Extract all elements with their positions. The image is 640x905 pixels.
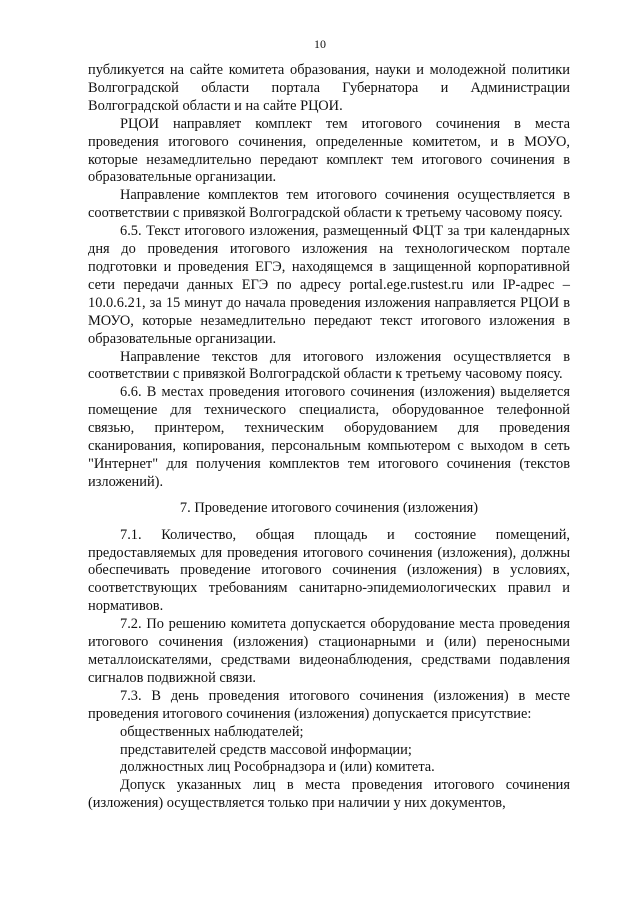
- paragraph-6-5: 6.5. Текст итогового изложения, размещенный ФЦТ за три календарных дня до проведения итогового изложения на технологическом портале подготовки и проведения ЕГЭ, находящемся в защищенной корпоративной сети передачи данных ЕГЭ по адресу portal.ege.rustest.ru или IP-адрес – 10.0.6.21, за 15 минут до начала проведения изложения направляется РЦОИ в МОУО, которые незамедлительно передают текст итогового изложения в образовательные организации.: [88, 223, 570, 347]
- paragraph-admission: Допуск указанных лиц в места проведения итогового сочинения (изложения) осуществляется только при наличии у них документов,: [88, 777, 570, 812]
- list-item: представителей средств массовой информации;: [120, 741, 412, 758]
- paragraph-topics-timezone: Направление комплектов тем итогового сочинения осуществляется в соответствии с привязкой Волгоградской области к третьему часовому поясу.: [88, 187, 570, 222]
- paragraph-7-2: 7.2. По решению комитета допускается оборудование места проведения итогового сочинения (изложения) стационарными и (или) переносными металлоискателями, средствами видеонаблюдения, средствами подавления сигналов подвижной связи.: [88, 616, 570, 686]
- paragraph-7-1: 7.1. Количество, общая площадь и состояние помещений, предоставляемых для проведения итогового сочинения (изложения), должны обеспечивать проведение итогового сочинения (изложения) в условиях, соответствующих требованиям санитарно-эпидемиологических правил и нормативов.: [88, 526, 570, 615]
- list-item: общественных наблюдателей;: [120, 723, 304, 740]
- paragraph-continuation: публикуется на сайте комитета образования, науки и молодежной политики Волгоградской области портала Губернатора и Администрации Волгоградской области и на сайте РЦОИ.: [88, 62, 570, 114]
- paragraph-rcoi-topics: РЦОИ направляет комплект тем итогового сочинения в места проведения итогового сочинения, определенные комитетом, и в МОУО, которые незамедлительно передают комплект тем итогового сочинения в образовательные организации.: [88, 115, 570, 186]
- paragraph-6-6: 6.6. В местах проведения итогового сочинения (изложения) выделяется помещение для технического специалиста, оборудованное телефонной связью, принтером, техническим оборудованием для проведения сканирования, копирования, персональным компьютером с выходом в сеть "Интернет" для получения комплектов тем итогового сочинения (текстов изложений).: [88, 384, 570, 490]
- page-number: 10: [314, 37, 326, 51]
- paragraph-7-3: 7.3. В день проведения итогового сочинения (изложения) в месте проведения итогового сочинения (изложения) допускается присутствие:: [88, 687, 570, 722]
- list-item: должностных лиц Рособрнадзора и (или) комитета.: [120, 759, 435, 776]
- section-heading: 7. Проведение итогового сочинения (изложения): [179, 499, 479, 516]
- document-body: [88, 62, 570, 813]
- paragraph-texts-timezone: Направление текстов для итогового изложения осуществляется в соответствии с привязкой Волгоградской области к третьему часовому поясу.: [88, 348, 570, 383]
